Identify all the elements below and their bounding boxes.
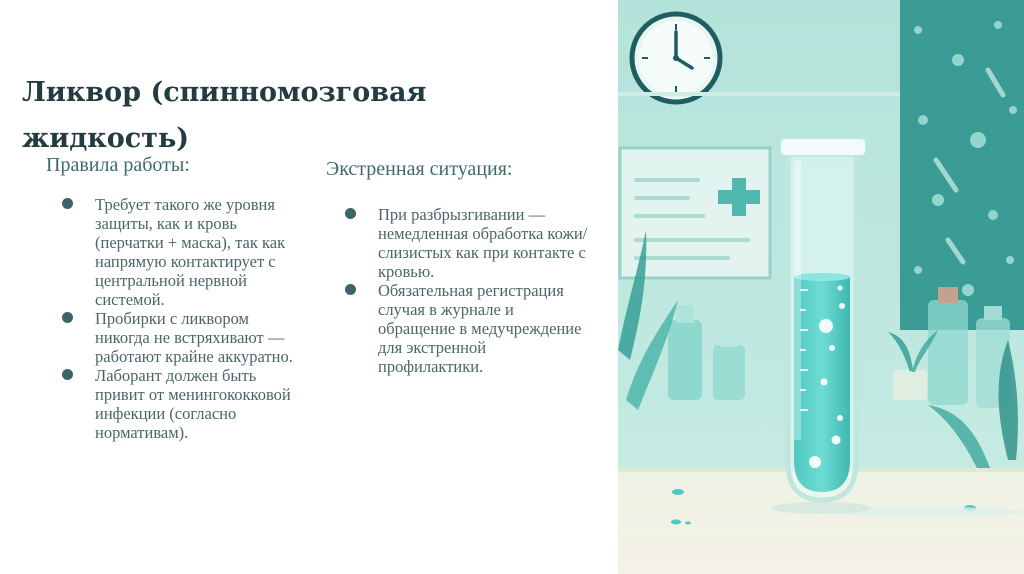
test-tube-icon [771, 138, 871, 514]
bullet-text: Требует такого же уровня защиты, как и кровь (перчатки + маска), так как напрямую контактирует с центральной нервной системой. [95, 195, 286, 309]
work-rules-heading: Правила работы: [46, 154, 190, 176]
list-item [345, 205, 595, 281]
slide-title: Ликвор (спинномозговая жидкость) [22, 77, 427, 154]
bullet-text: Обязательная регистрация случая в журнале и обращение в медучреждение для экстренной профилактики. [378, 281, 582, 376]
list-item [62, 195, 302, 309]
list-item [62, 366, 302, 442]
bullet-dot-icon [62, 198, 73, 209]
bullet-dot-icon [345, 208, 356, 219]
bullet-dot-icon [62, 369, 73, 380]
list-item [345, 281, 595, 376]
emergency-heading: Экстренная ситуация: [326, 158, 513, 180]
bullet-text: Пробирки с ликвором никогда не встряхивают — работают крайне аккуратно. [95, 309, 293, 366]
bullet-dot-icon [62, 312, 73, 323]
bullet-dot-icon [345, 284, 356, 295]
emergency-list [345, 205, 595, 376]
bullet-text: Лаборант должен быть привит от менингококковой инфекции (согласно нормативам). [95, 366, 291, 442]
list-item [62, 309, 302, 366]
bullet-text: При разбрызгивании — немедленная обработка кожи/слизистых как при контакте с кровью. [378, 205, 588, 281]
wall-clock-icon [632, 14, 720, 102]
lab-illustration [618, 0, 1024, 574]
work-rules-list [62, 195, 302, 442]
